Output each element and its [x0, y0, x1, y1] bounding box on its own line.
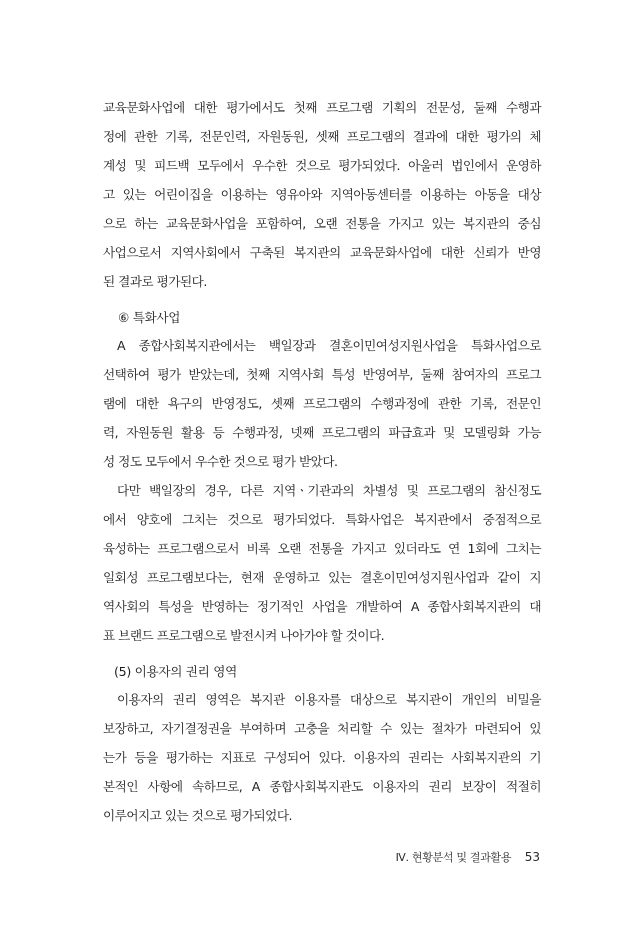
- text-line: 이용자의 권리 영역은 복지관 이용자를 대상으로 복지관이 개인의 비밀을: [117, 692, 541, 707]
- text-line: 된 결과로 평가된다.: [103, 274, 207, 289]
- text-line: 선택하여 평가 받았는데, 첫째 지역사회 특성 반영여부, 둘째 참여자의 프로그: [103, 367, 541, 382]
- text-line: 본적인 사항에 속하므로, A 종합사회복지관도 이용자의 권리 보장이 적절히: [103, 779, 541, 794]
- section-heading-special-program: ⑥ 특화사업: [118, 310, 181, 325]
- text-line: 고 있는 어린이집을 이용하는 영유아와 지역아동센터를 이용하는 아동을 대상: [103, 187, 541, 202]
- text-line: 일회성 프로그램보다는, 현재 운영하고 있는 결혼이민여성지원사업과 같이 지: [103, 570, 541, 585]
- text-line: 사업으로서 지역사회에서 구축된 복지관의 교육문화사업에 대한 신뢰가 반영: [103, 245, 541, 260]
- text-line: 표 브랜드 프로그램으로 발전시켜 나아가야 할 것이다.: [103, 628, 385, 643]
- chapter-title: Ⅳ. 현황분석 및 결과활용: [395, 851, 512, 864]
- text-line: 계성 및 피드백 모두에서 우수한 것으로 평가되었다. 아울러 법인에서 운영하: [103, 158, 541, 173]
- text-line: 이루어지고 있는 것으로 평가되었다.: [103, 808, 292, 823]
- text-line: 육성하는 프로그램으로서 비록 오랜 전통을 가지고 있더라도 연 1회에 그치는: [103, 541, 541, 556]
- text-line: A 종합사회복지관에서는 백일장과 결혼이민여성지원사업을 특화사업으로: [117, 338, 541, 353]
- text-line: 램에 대한 욕구의 반영정도, 셋째 프로그램의 수행과정에 관한 기록, 전문인: [103, 396, 541, 411]
- page-number: 53: [524, 850, 540, 864]
- text-line: 성 정도 모두에서 우수한 것으로 평가 받았다.: [103, 454, 338, 469]
- page-footer: [396, 849, 540, 866]
- text-line: 는가 등을 평가하는 지표로 구성되어 있다. 이용자의 권리는 사회복지관의 기: [103, 750, 541, 765]
- text-line: 역사회의 특성을 반영하는 정기적인 사업을 개발하여 A 종합사회복지관의 대: [103, 599, 541, 614]
- text-line: 력, 자원동원 활용 등 수행과정, 넷째 프로그램의 파급효과 및 모델링화 가능: [103, 425, 541, 440]
- text-line: 보장하고, 자기결정권을 부여하며 고충을 처리할 수 있는 절차가 마련되어 있: [103, 721, 541, 736]
- text-line: 정에 관한 기록, 전문인력, 자원동원, 셋째 프로그램의 결과에 대한 평가의 체: [103, 129, 541, 144]
- text-line: 으로 하는 교육문화사업을 포함하여, 오랜 전통을 가지고 있는 복지관의 중심: [103, 216, 541, 231]
- text-line: 에서 양호에 그치는 것으로 평가되었다. 특화사업은 복지관에서 중점적으로: [103, 512, 541, 527]
- text-line: 교육문화사업에 대한 평가에서도 첫째 프로그램 기획의 전문성, 둘째 수행과: [103, 100, 541, 115]
- text-line: 다만 백일장의 경우, 다른 지역ㆍ기관과의 차별성 및 프로그램의 참신정도: [117, 483, 541, 498]
- section-heading-user-rights: (5) 이용자의 권리 영역: [114, 664, 237, 679]
